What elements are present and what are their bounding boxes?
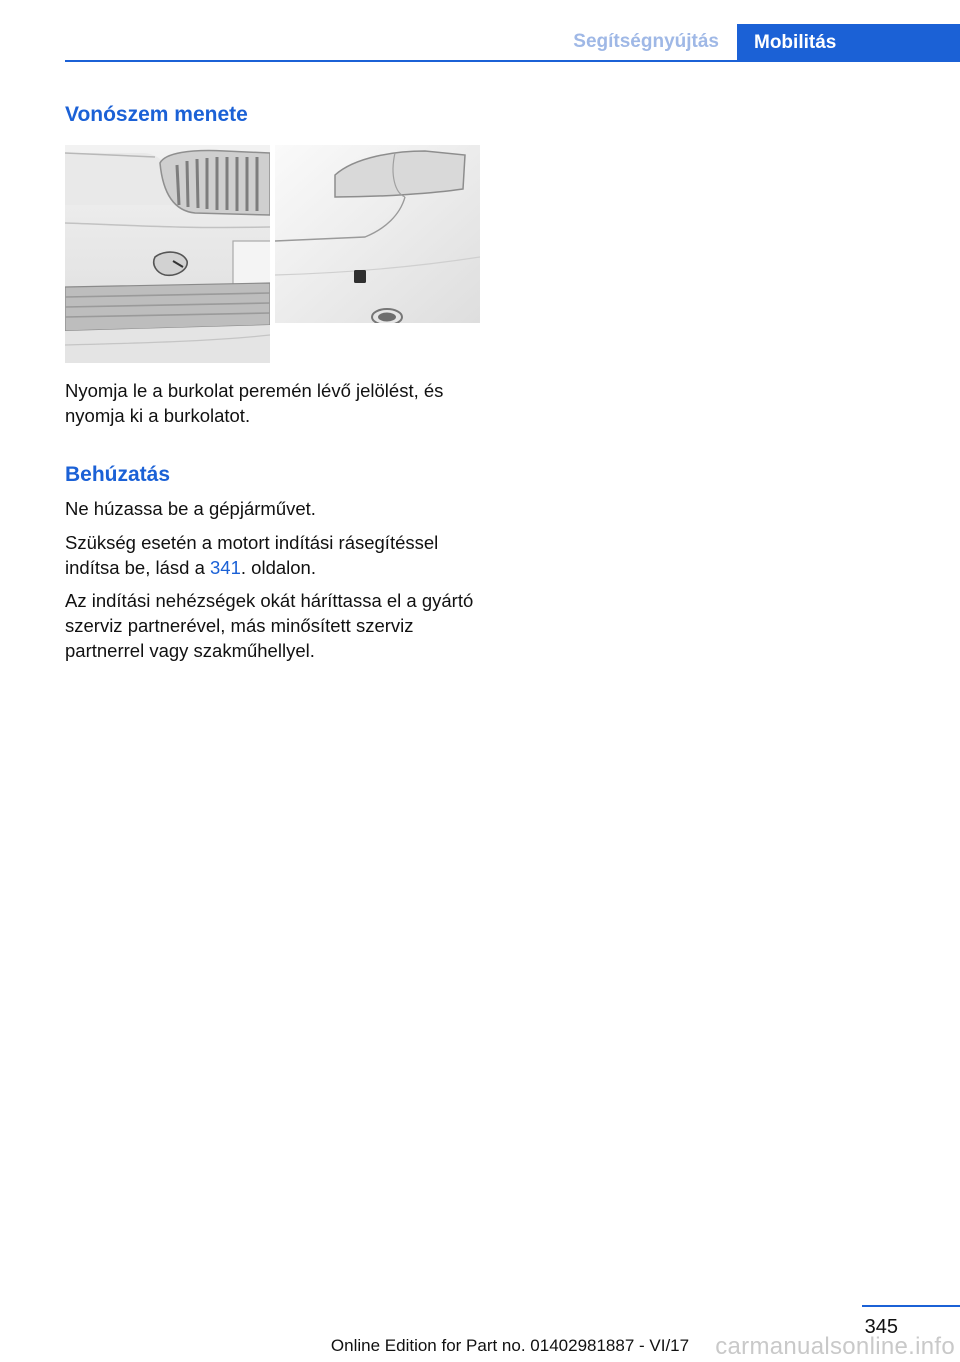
page-link-341[interactable]: 341 (210, 557, 241, 578)
page-number: 345 (864, 1316, 898, 1338)
watermark-text: carmanualsonline.info (715, 1333, 955, 1360)
section-title-towing-eye: Vonószem menete (65, 103, 248, 126)
towing-eye-cover-illustration (65, 145, 480, 363)
section-title-tow-start: Behúzatás (65, 463, 171, 486)
jump-start-text: Szükség esetén a motort indítási rásegítéssel indítsa be, lásd a (65, 532, 439, 578)
jump-start-text-end: . oldalon. (240, 557, 316, 578)
service-partner-note: Az indítási nehézségek okát háríttassa el a gyártó szerviz partnerével, más minősített szerviz partnerrel vagy szakműhellyel. (65, 590, 474, 661)
jump-start-reference (65, 530, 475, 580)
footer-divider (862, 1305, 960, 1307)
edition-footer: Online Edition for Part no. 01402981887 - VI/17 (330, 1336, 690, 1355)
header-divider (65, 60, 960, 62)
header-active-tab[interactable]: Mobilitás (737, 24, 960, 62)
header-section-label[interactable]: Segítségnyújtás (573, 31, 719, 52)
tow-start-warning: Ne húzassa be a gépjárművet. (65, 498, 316, 519)
tow-eye-instruction: Nyomja le a burkolat peremén lévő jelölést, és nyomja ki a burkolatot. (65, 380, 444, 426)
